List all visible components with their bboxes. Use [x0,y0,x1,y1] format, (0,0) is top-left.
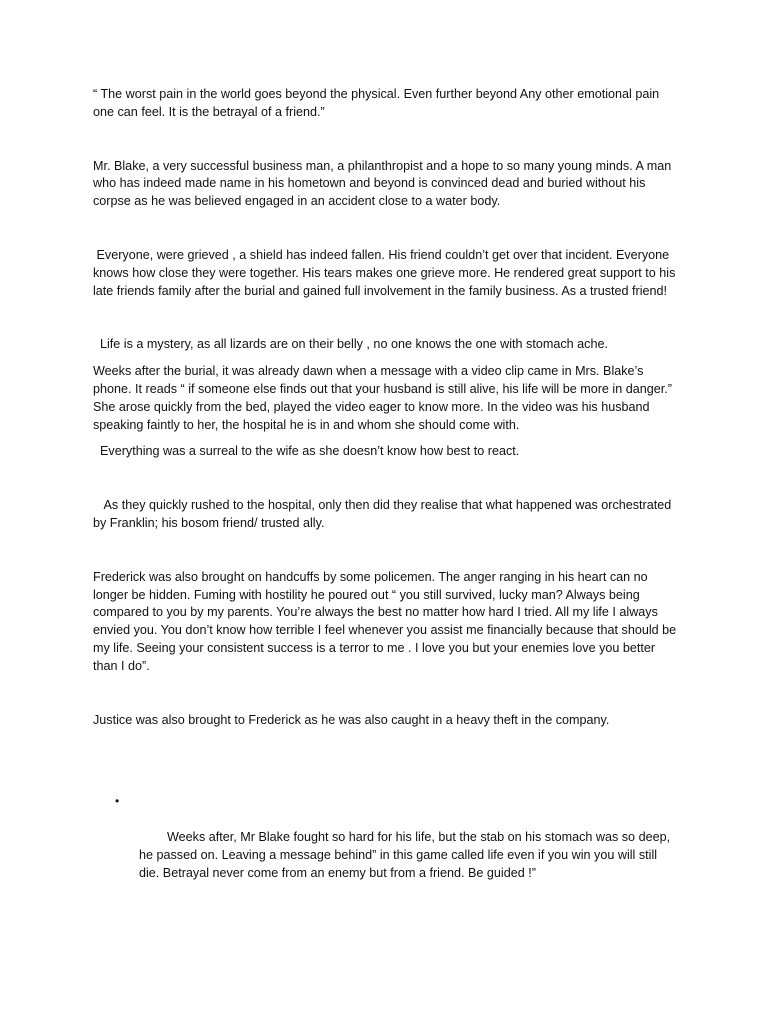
paragraph-spacer [93,676,679,712]
paragraph-spacer [93,354,679,363]
body-paragraph: Life is a mystery, as all lizards are on their belly , no one knows the one with stomach ache. [93,337,608,352]
paragraph-spacer [93,122,679,158]
body-paragraph: Justice was also brought to Frederick as he was also caught in a heavy theft in the company. [93,712,610,727]
paragraph-spacer [93,211,679,247]
paragraph-spacer [93,533,679,569]
bullet-glyph: • [115,794,120,809]
paragraph-spacer [93,434,679,443]
bullet-list [93,793,679,900]
body-paragraph: Mr. Blake, a very successful business man, a philanthropist and a hope to so many young minds. A man who has indeed made name in his hometown and beyond is convinced dead and buried without his corpse as he was believed engaged in an accident close to a water body. [93,158,675,209]
body-paragraph: Everyone, were grieved , a shield has indeed fallen. His friend couldn’t get over that incident. Everyone knows how close they were together. His tears makes one grieve more. He rendered great support to his late friends family after the burial and gained full involvement in the family business. As a trusted friend! [93,247,679,298]
paragraph-spacer [93,729,679,793]
document-body [93,86,679,900]
paragraph-spacer [93,461,679,497]
body-paragraph: Everything was a surreal to the wife as she doesn’t know how best to react. [93,444,520,459]
list-item-text: Weeks after, Mr Blake fought so hard for his life, but the stab on his stomach was so deep, he passed on. Leaving a message behind” in this game called life even if you win you will still die. Betrayal never come from an enemy but from a friend. Be guided !” [139,829,674,880]
body-paragraph: As they quickly rushed to the hospital, only then did they realise that what happened was orchestrated by Franklin; his bosom friend/ trusted ally. [93,498,675,530]
paragraph-spacer [93,300,679,336]
opening-quote-paragraph: “ The worst pain in the world goes beyond the physical. Even further beyond Any other emotional pain one can feel. It is the betrayal of a friend.” [93,87,663,119]
body-paragraph: Weeks after the burial, it was already dawn when a message with a video clip came in Mrs. Blake’s phone. It reads “ if someone else finds out that your husband is still alive, his life will be more in danger.” She arose quickly from the bed, played the video eager to know more. In the video was his husband speaking faintly to her, the hospital he is in and whom she should come with. [93,364,676,432]
body-paragraph: Frederick was also brought on handcuffs by some policemen. The anger ranging in his heart can no longer be hidden. Fuming with hostility he poured out “ you still survived, lucky man? Always being compared to you by my parents. You’re always the best no matter how hard I tried. All my life I always envied you. You don’t know how terrible I feel whenever you assist me financially because that should be my life. Seeing your consistent success is a terror to me . I love you but your enemies love you better than I do”. [93,569,680,673]
list-item [93,793,679,900]
